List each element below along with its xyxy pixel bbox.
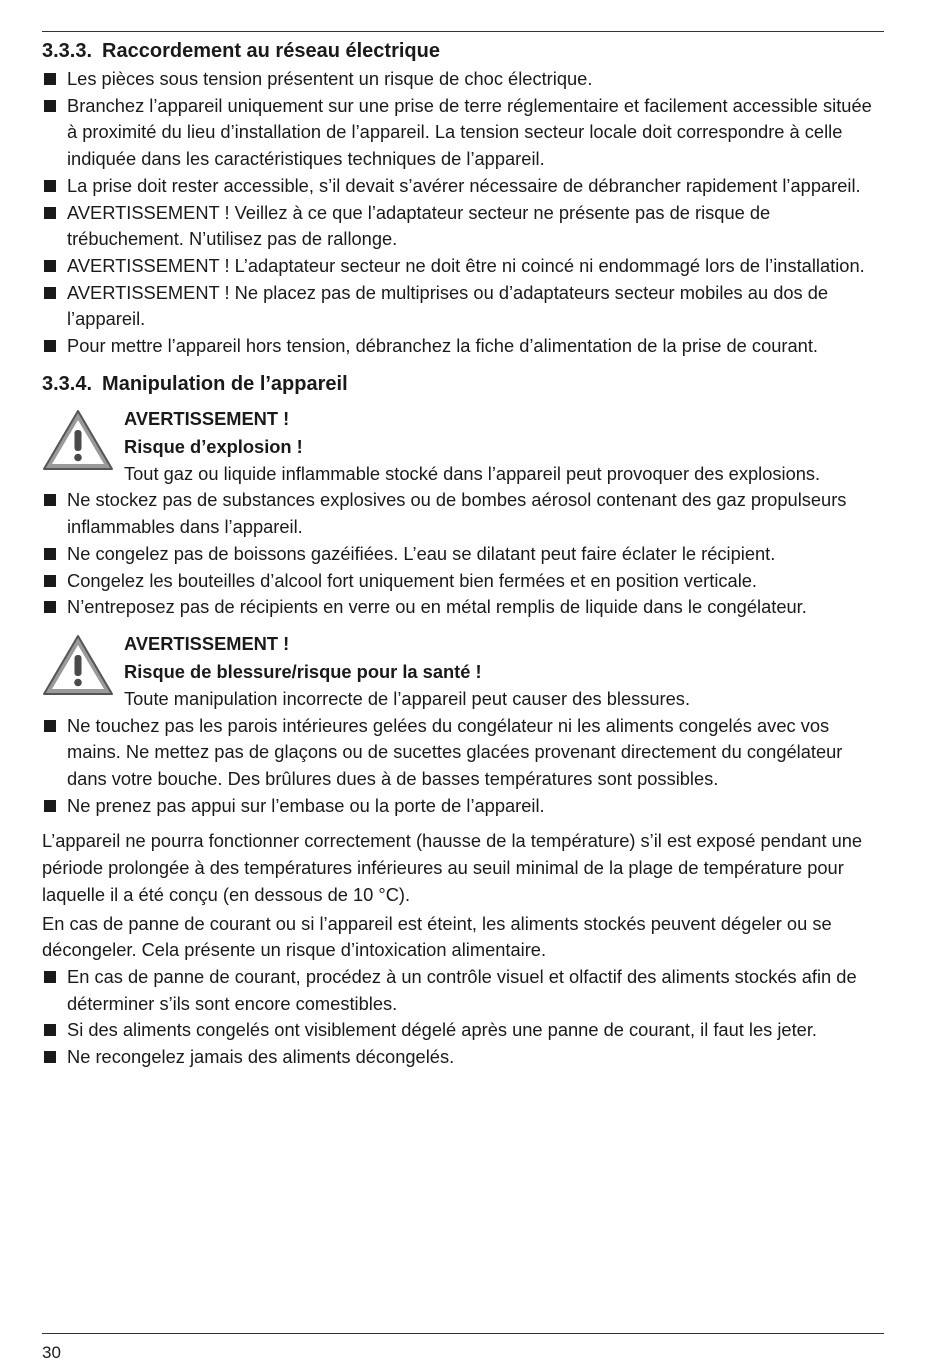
bullet-square-icon [44, 1051, 56, 1063]
warning-block-injury [42, 630, 884, 713]
bullet-square-icon [44, 548, 56, 560]
bullet-list [42, 964, 884, 1071]
paragraph: En cas de panne de courant ou si l’appareil est éteint, les aliments stockés peuvent dégeler ou se décongeler. Cela présente un risque d’intoxication alimentaire. [42, 912, 832, 961]
list-item: En cas de panne de courant, procédez à un contrôle visuel et olfactif des aliments stockés afin de déterminer s’ils sont encore comestibles. [42, 964, 884, 1017]
section-heading-3-3-3 [42, 36, 884, 66]
bullet-square-icon [44, 287, 56, 299]
warning-heading: AVERTISSEMENT ! [124, 407, 290, 429]
list-item: Ne recongelez jamais des aliments décongelés. [42, 1044, 884, 1071]
page-number: 30 [42, 1343, 61, 1362]
list-item: Ne congelez pas de boissons gazéifiées. L’eau se dilatant peut faire éclater le récipient. [42, 541, 884, 568]
list-item: Ne stockez pas de substances explosives ou de bombes aérosol contenant des gaz propulseurs inflammables dans l’appareil. [42, 487, 884, 540]
bullet-square-icon [44, 340, 56, 352]
bullet-square-icon [44, 971, 56, 983]
bullet-list [42, 66, 884, 360]
section-title: Manipulation de l’appareil [102, 372, 348, 395]
list-item: AVERTISSEMENT ! L’adaptateur secteur ne doit être ni coincé ni endommagé lors de l’installation. [42, 253, 884, 280]
list-item: N’entreposez pas de récipients en verre ou en métal remplis de liquide dans le congélateur. [42, 594, 884, 621]
list-item: Les pièces sous tension présentent un risque de choc électrique. [42, 66, 884, 93]
warning-block-explosion [42, 405, 884, 488]
warning-subheading: Risque de blessure/risque pour la santé ! [124, 660, 482, 682]
bullet-square-icon [44, 180, 56, 192]
section-title: Raccordement au réseau électrique [102, 40, 440, 62]
bullet-square-icon [44, 720, 56, 732]
warning-text: Tout gaz ou liquide inflammable stocké dans l’appareil peut provoquer des explosions. [124, 462, 821, 484]
list-item: Ne touchez pas les parois intérieures gelées du congélateur ni les aliments congelés avec vos mains. Ne mettez pas de glaçons ou de sucettes glacées provenant directement du congélateur dans votre bouche. Des brûlures dues à de basses températures sont possibles. [42, 713, 884, 793]
list-item: Congelez les bouteilles d’alcool fort uniquement bien fermées et en position verticale. [42, 568, 884, 595]
bullet-list [42, 713, 884, 820]
bullet-square-icon [44, 207, 56, 219]
bullet-square-icon [44, 100, 56, 112]
section-number: 3.3.4. [42, 372, 93, 395]
list-item: Si des aliments congelés ont visiblement dégelé après une panne de courant, il faut les jeter. [42, 1017, 884, 1044]
bullet-square-icon [44, 260, 56, 272]
list-item: La prise doit rester accessible, s’il devait s’avérer nécessaire de débrancher rapidement l’appareil. [42, 173, 884, 200]
list-item: Branchez l’appareil uniquement sur une prise de terre réglementaire et facilement accessible située à proximité du lieu d’installation de l’appareil. La tension secteur locale doit correspondre à celle indiquée dans les caractéristiques techniques de l’appareil. [42, 93, 884, 173]
page-content [42, 36, 884, 1071]
paragraph: L’appareil ne pourra fonctionner correctement (hausse de la température) s’il est exposé pendant une période prolongée à des températures inférieures au seuil minimal de la plage de température pour laquelle il a été conçu (en dessous de 10 °C). [42, 830, 863, 905]
list-item: AVERTISSEMENT ! Veillez à ce que l’adaptateur secteur ne présente pas de risque de trébuchement. N’utilisez pas de rallonge. [42, 200, 884, 253]
list-item: Pour mettre l’appareil hors tension, débranchez la fiche d’alimentation de la prise de courant. [42, 333, 884, 360]
section-heading-3-3-4 [42, 369, 884, 399]
warning-triangle-icon [42, 409, 114, 471]
list-item: AVERTISSEMENT ! Ne placez pas de multiprises ou d’adaptateurs secteur mobiles au dos de l’appareil. [42, 280, 884, 333]
warning-text: Toute manipulation incorrecte de l’appareil peut causer des blessures. [124, 687, 691, 709]
top-rule [42, 31, 884, 32]
bullet-square-icon [44, 494, 56, 506]
bottom-rule [42, 1333, 884, 1334]
warning-heading: AVERTISSEMENT ! [124, 632, 290, 654]
bullet-square-icon [44, 601, 56, 613]
section-number: 3.3.3. [42, 40, 93, 62]
bullet-list [42, 487, 884, 621]
bullet-square-icon [44, 575, 56, 587]
warning-subheading: Risque d’explosion ! [124, 435, 303, 457]
bullet-square-icon [44, 73, 56, 85]
bullet-square-icon [44, 1024, 56, 1036]
warning-triangle-icon [42, 634, 114, 696]
list-item: Ne prenez pas appui sur l’embase ou la porte de l’appareil. [42, 793, 884, 820]
bullet-square-icon [44, 800, 56, 812]
